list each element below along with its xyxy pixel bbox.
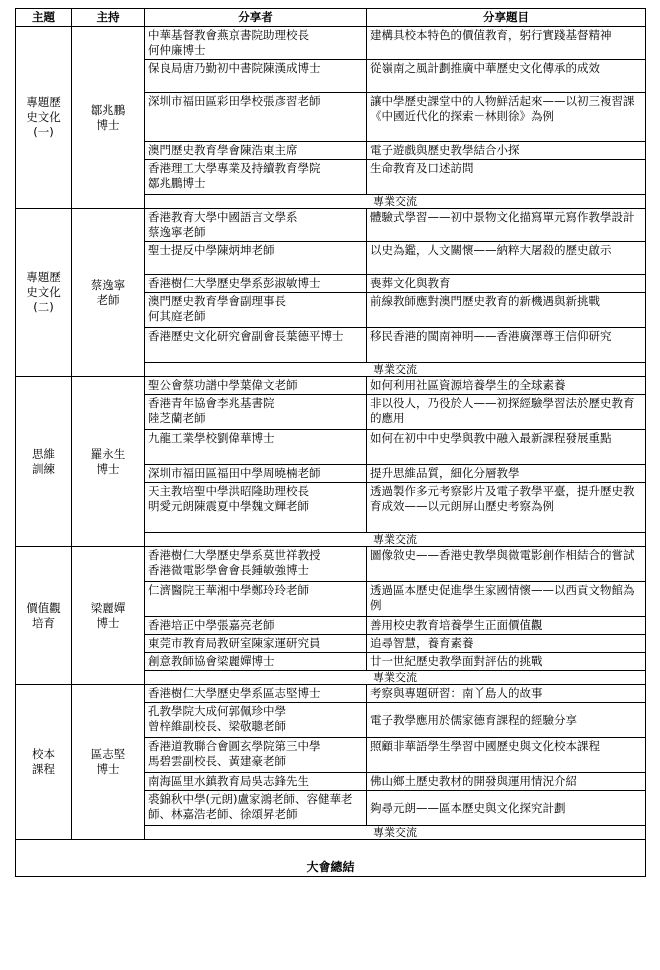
topic-cell: 如何利用社區資源培養學生的全球素養 bbox=[367, 377, 646, 395]
topic-cell: 以史為鑑，人文關懷——納粹大屠殺的歷史啟示 bbox=[367, 242, 646, 275]
table-row bbox=[16, 209, 646, 242]
host-cell: 羅永生 博士 bbox=[72, 377, 145, 547]
topic-cell: 體驗式學習——初中景物文化描寫單元寫作教學設計 bbox=[367, 209, 646, 242]
topic-cell: 喪葬文化與教育 bbox=[367, 275, 646, 293]
topic-cell: 從嶺南之風計劃推廣中華歷史文化傳承的成效 bbox=[367, 60, 646, 93]
topic-cell: 如何在初中中史學與教中融入最新課程發展重點 bbox=[367, 430, 646, 465]
speaker-cell: 深圳市福田區福田中學周曉楠老師 bbox=[145, 465, 367, 483]
topic-cell: 生命教育及口述訪問 bbox=[367, 160, 646, 195]
programme-table bbox=[15, 8, 646, 877]
topic-cell: 建構具校本特色的價值教育，躬行實踐基督精神 bbox=[367, 27, 646, 60]
header-topic: 分享題目 bbox=[367, 9, 646, 27]
speaker-cell: 天主教培聖中學洪昭隆助理校長 明愛元朗陳震夏中學魏文輝老師 bbox=[145, 483, 367, 533]
speaker-cell: 香港樹仁大學歷史學系莫世祥教授 香港微電影學會會長鍾敏強博士 bbox=[145, 547, 367, 582]
speaker-cell: 聖士提反中學陳炳坤老師 bbox=[145, 242, 367, 275]
speaker-cell: 聖公會蔡功譜中學葉偉文老師 bbox=[145, 377, 367, 395]
speaker-cell: 南海區里水鎮教育局吳志鋒先生 bbox=[145, 773, 367, 791]
theme-cell: 思維 訓練 bbox=[16, 377, 72, 547]
topic-cell: 圖像敘史——香港史教學與微電影創作相結合的嘗試 bbox=[367, 547, 646, 582]
speaker-cell: 香港教育大學中國語言文學系 蔡逸寧老師 bbox=[145, 209, 367, 242]
exchange-cell: 專業交流 bbox=[145, 363, 646, 377]
table-body bbox=[16, 27, 646, 877]
header-row bbox=[16, 9, 646, 27]
speaker-cell: 中華基督教會燕京書院助理校長 何仲廉博士 bbox=[145, 27, 367, 60]
speaker-cell: 保良局唐乃勤初中書院陳漢成博士 bbox=[145, 60, 367, 93]
topic-cell: 提升思維品質，細化分層教學 bbox=[367, 465, 646, 483]
speaker-cell: 深圳市福田區彩田學校張彥習老師 bbox=[145, 93, 367, 142]
speaker-cell: 香港樹仁大學歷史學系彭淑敏博士 bbox=[145, 275, 367, 293]
header-theme: 主題 bbox=[16, 9, 72, 27]
speaker-cell: 澳門歷史教育學會副理事長 何其庭老師 bbox=[145, 293, 367, 328]
closing-cell: 大會總結 bbox=[16, 840, 646, 877]
speaker-cell: 香港理工大學專業及持續教育學院 鄒兆鵬博士 bbox=[145, 160, 367, 195]
speaker-cell: 香港道教聯合會圓玄學院第三中學 馬碧雲副校長、黃建豪老師 bbox=[145, 738, 367, 773]
theme-cell: 價值觀 培育 bbox=[16, 547, 72, 685]
topic-cell: 透過製作多元考察影片及電子教學平臺，提升歷史教育成效——以元朗屏山歷史考察為例 bbox=[367, 483, 646, 533]
topic-cell: 佛山鄉土歷史教材的開發與運用情況介紹 bbox=[367, 773, 646, 791]
topic-cell: 讓中學歷史課堂中的人物鮮活起來——以初三複習課《中國近代化的探索－林則徐》為例 bbox=[367, 93, 646, 142]
speaker-cell: 創意教師協會梁麗嬋博士 bbox=[145, 653, 367, 671]
speaker-cell: 孔教學院大成何郭佩珍中學 曾梓維副校長、梁敬聰老師 bbox=[145, 703, 367, 738]
host-cell: 鄒兆鵬 博士 bbox=[72, 27, 145, 209]
table-row bbox=[16, 27, 646, 60]
table-row bbox=[16, 547, 646, 582]
speaker-cell: 香港樹仁大學歷史學系區志堅博士 bbox=[145, 685, 367, 703]
topic-cell: 夠尋元朗——區本歷史與文化探究計劃 bbox=[367, 791, 646, 826]
table-row bbox=[16, 685, 646, 703]
speaker-cell: 東莞市教育局教研室陳家運研究員 bbox=[145, 635, 367, 653]
speaker-cell: 九龍工業學校劉偉華博士 bbox=[145, 430, 367, 465]
speaker-cell: 香港歷史文化研究會副會長葉德平博士 bbox=[145, 328, 367, 363]
topic-cell: 前線教師應對澳門歷史教育的新機遇與新挑戰 bbox=[367, 293, 646, 328]
topic-cell: 廿一世紀歷史教學面對評估的挑戰 bbox=[367, 653, 646, 671]
topic-cell: 考察與專題研習：南丫島人的故事 bbox=[367, 685, 646, 703]
topic-cell: 照顧非華語學生學習中國歷史與文化校本課程 bbox=[367, 738, 646, 773]
closing-row bbox=[16, 840, 646, 877]
topic-cell: 追尋智慧，養育素養 bbox=[367, 635, 646, 653]
theme-cell: 專題歷 史文化 (一) bbox=[16, 27, 72, 209]
speaker-cell: 裘錦秋中學(元朗)盧家鴻老師、容健華老師、林嘉浩老師、徐頌昇老師 bbox=[145, 791, 367, 826]
topic-cell: 透過區本歷史促進學生家國情懷——以西貢文物館為例 bbox=[367, 582, 646, 617]
speaker-cell: 澳門歷史教育學會陳浩東主席 bbox=[145, 142, 367, 160]
theme-cell: 專題歷 史文化 (二) bbox=[16, 209, 72, 377]
host-cell: 蔡逸寧 老師 bbox=[72, 209, 145, 377]
host-cell: 區志堅 博士 bbox=[72, 685, 145, 840]
topic-cell: 電子教學應用於儒家德育課程的經驗分享 bbox=[367, 703, 646, 738]
exchange-cell: 專業交流 bbox=[145, 533, 646, 547]
theme-cell: 校本 課程 bbox=[16, 685, 72, 840]
speaker-cell: 仁濟醫院王華湘中學鄭玲玲老師 bbox=[145, 582, 367, 617]
exchange-cell: 專業交流 bbox=[145, 826, 646, 840]
speaker-cell: 香港培正中學張嘉亮老師 bbox=[145, 617, 367, 635]
table-row bbox=[16, 377, 646, 395]
exchange-cell: 專業交流 bbox=[145, 195, 646, 209]
exchange-cell: 專業交流 bbox=[145, 671, 646, 685]
topic-cell: 電子遊戲與歷史教學結合小探 bbox=[367, 142, 646, 160]
topic-cell: 移民香港的閩南神明——香港廣澤尊王信仰研究 bbox=[367, 328, 646, 363]
host-cell: 梁麗嬋 博士 bbox=[72, 547, 145, 685]
header-host: 主持 bbox=[72, 9, 145, 27]
speaker-cell: 香港青年協會李兆基書院 陸芝蘭老師 bbox=[145, 395, 367, 430]
topic-cell: 非以役人，乃役於人——初探經驗學習法於歷史教育的應用 bbox=[367, 395, 646, 430]
topic-cell: 善用校史教育培養學生正面價值觀 bbox=[367, 617, 646, 635]
header-speaker: 分享者 bbox=[145, 9, 367, 27]
